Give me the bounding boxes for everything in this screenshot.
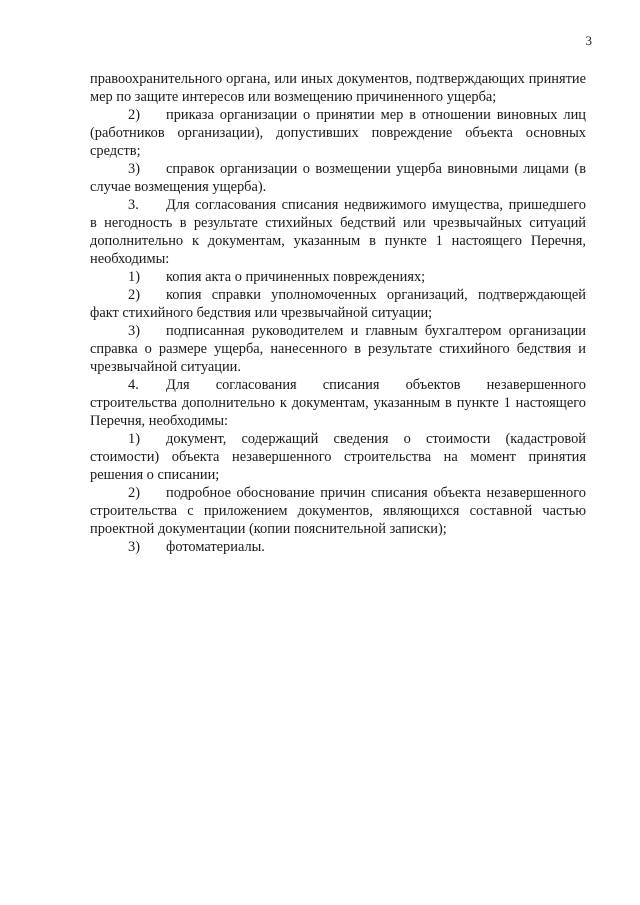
paragraph-text: правоохранительного органа, или иных документов, подтверждающих принятие мер по защите интересов или возмещению причиненного ущерба; <box>90 71 586 105</box>
list-item-text: документ, содержащий сведения о стоимости (кадастровой стоимости) объекта незавершенного строительства на момент принятия решения о списании; <box>90 431 586 483</box>
list-item-text: подписанная руководителем и главным бухгалтером организации справка о размере ущерба, нанесенного в результате стихийного бедствия и чрезвычайной ситуации. <box>90 323 586 375</box>
list-item-number: 3) <box>128 539 140 555</box>
list-item <box>90 106 586 160</box>
list-item-number: 3) <box>128 323 140 339</box>
list-item-text: подробное обоснование причин списания объекта незавершенного строительства с приложением документов, являющихся составной частью проектной документации (копии пояснительной записки); <box>90 485 586 537</box>
list-item <box>90 484 586 538</box>
section-number: 4. <box>128 377 139 393</box>
list-item-number: 3) <box>128 161 140 177</box>
list-item <box>90 160 586 196</box>
section-number: 3. <box>128 197 139 213</box>
list-item <box>90 322 586 376</box>
list-item-text: приказа организации о принятии мер в отношении виновных лиц (работников организации), допустивших повреждение объекта основных средств; <box>90 107 586 159</box>
page-number: 3 <box>585 33 592 48</box>
list-item-text: справок организации о возмещении ущерба виновными лицами (в случае возмещения ущерба). <box>90 161 586 195</box>
list-item-text: фотоматериалы. <box>166 539 265 555</box>
list-item-number: 1) <box>128 269 140 285</box>
section-text: Для согласования списания объектов незавершенного строительства дополнительно к документам, указанным в пункте 1 настоящего Перечня, необходимы: <box>90 377 586 429</box>
list-item-number: 2) <box>128 107 140 123</box>
list-item <box>90 268 586 286</box>
list-item-text: копия справки уполномоченных организаций, подтверждающей факт стихийного бедствия или чрезвычайной ситуации; <box>90 287 586 321</box>
document-body <box>90 70 586 556</box>
paragraph-continuation <box>90 70 586 106</box>
section-text: Для согласования списания недвижимого имущества, пришедшего в негодность в результате стихийных бедствий или чрезвычайных ситуаций дополнительно к документам, указанным в пункте 1 настоящего Перечня, необходимы: <box>90 197 586 267</box>
list-item-number: 2) <box>128 287 140 303</box>
list-item <box>90 430 586 484</box>
list-item-number: 2) <box>128 485 140 501</box>
list-item <box>90 538 586 556</box>
list-item-text: копия акта о причиненных повреждениях; <box>166 269 426 285</box>
list-item <box>90 286 586 322</box>
section-paragraph <box>90 196 586 268</box>
list-item-number: 1) <box>128 431 140 447</box>
section-paragraph <box>90 376 586 430</box>
